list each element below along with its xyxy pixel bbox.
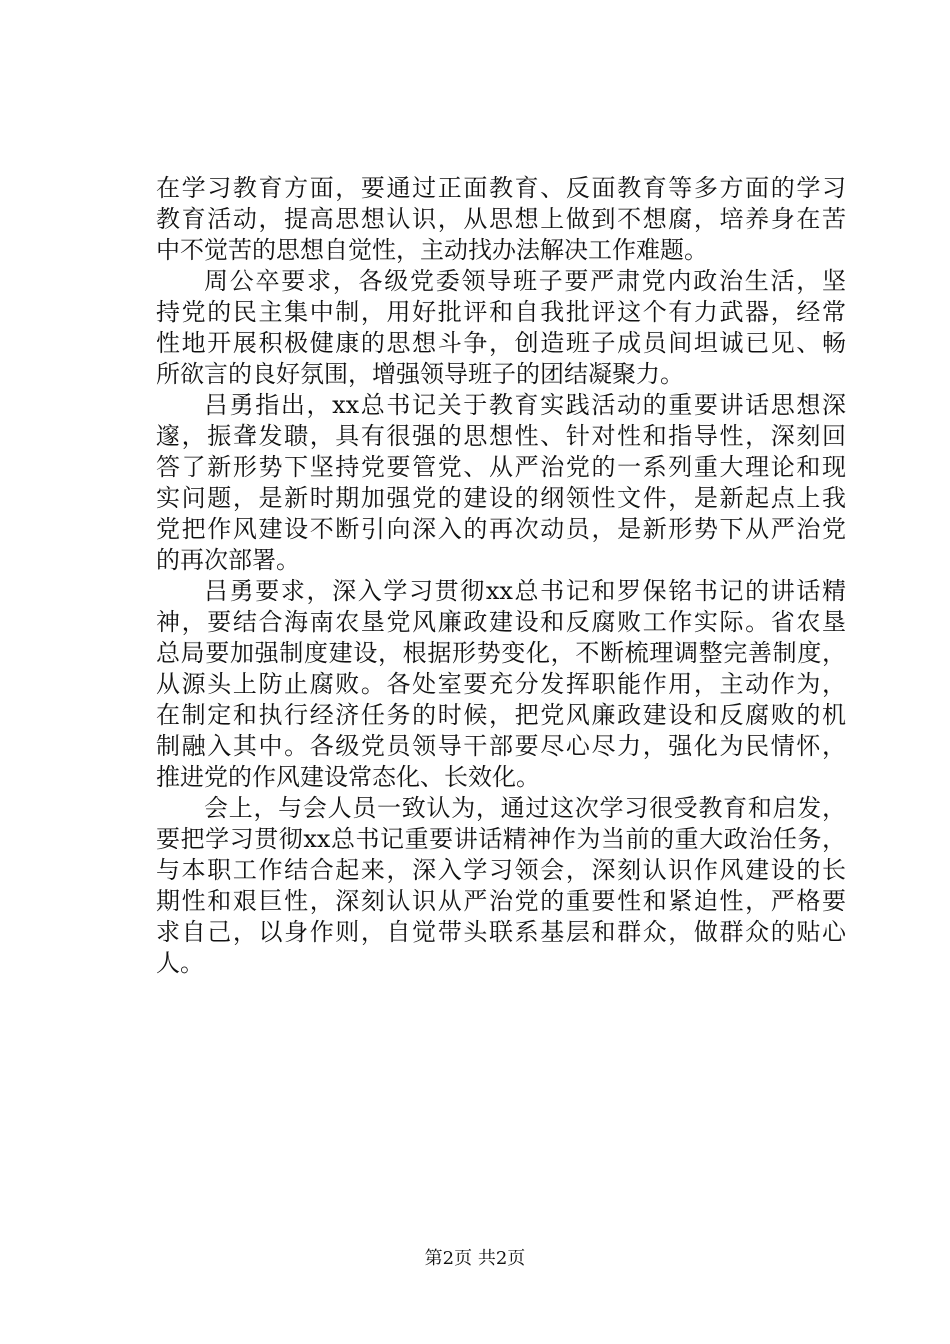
paragraph-1 [156, 173, 846, 266]
paragraph-5 [156, 793, 846, 979]
text-line: 持党的民主集中制，用好批评和自我批评这个有力武器，经常 [156, 298, 846, 326]
page-footer [0, 1244, 950, 1270]
text-line: 吕勇要求，深入学习贯彻xx总书记和罗保铭书记的讲话精 [204, 577, 846, 605]
text-line: 从源头上防止腐败。各处室要充分发挥职能作用，主动作为， [156, 670, 846, 698]
text-line: 在制定和执行经济任务的时候，把党风廉政建设和反腐败的机 [156, 701, 846, 729]
text-line: 的再次部署。 [156, 546, 300, 574]
text-line: 总局要加强制度建设，根据形势变化，不断梳理调整完善制度， [156, 639, 846, 667]
text-line: 推进党的作风建设常态化、长效化。 [156, 763, 540, 791]
text-line: 实问题，是新时期加强党的建设的纲领性文件，是新起点上我 [156, 484, 846, 512]
text-line: 会上，与会人员一致认为，通过这次学习很受教育和启发， [204, 794, 846, 822]
text-line: 与本职工作结合起来，深入学习领会，深刻认识作风建设的长 [156, 856, 846, 884]
paragraph-2 [156, 266, 846, 390]
text-line: 制融入其中。各级党员领导干部要尽心尽力，强化为民情怀， [156, 732, 846, 760]
text-line: 要把学习贯彻xx总书记重要讲话精神作为当前的重大政治任务， [156, 825, 846, 853]
text-line: 求自己，以身作则，自觉带头联系基层和群众，做群众的贴心 [156, 918, 846, 946]
paragraph-3 [156, 390, 846, 576]
text-line: 党把作风建设不断引向深入的再次动员，是新形势下从严治党 [156, 515, 846, 543]
text-line: 答了新形势下坚持党要管党、从严治党的一系列重大理论和现 [156, 453, 846, 481]
text-line: 周公卒要求，各级党委领导班子要严肃党内政治生活，坚 [204, 267, 846, 295]
page-number-label: 第2页 共2页 [424, 1248, 526, 1269]
text-line: 神，要结合海南农垦党风廉政建设和反腐败工作实际。省农垦 [156, 608, 846, 636]
text-line: 期性和艰巨性，深刻认识从严治党的重要性和紧迫性，严格要 [156, 887, 846, 915]
paragraph-4 [156, 576, 846, 793]
text-line: 邃，振聋发聩，具有很强的思想性、针对性和指导性，深刻回 [156, 422, 846, 450]
document-body [156, 173, 846, 979]
text-line: 性地开展积极健康的思想斗争，创造班子成员间坦诚已见、畅 [156, 329, 846, 357]
text-line: 吕勇指出，xx总书记关于教育实践活动的重要讲话思想深 [204, 391, 846, 419]
text-line: 人。 [156, 949, 204, 977]
text-line: 中不觉苦的思想自觉性，主动找办法解决工作难题。 [156, 236, 708, 264]
text-line: 教育活动，提高思想认识，从思想上做到不想腐，培养身在苦 [156, 205, 846, 233]
text-line: 在学习教育方面，要通过正面教育、反面教育等多方面的学习 [156, 174, 846, 202]
text-line: 所欲言的良好氛围，增强领导班子的团结凝聚力。 [156, 360, 684, 388]
